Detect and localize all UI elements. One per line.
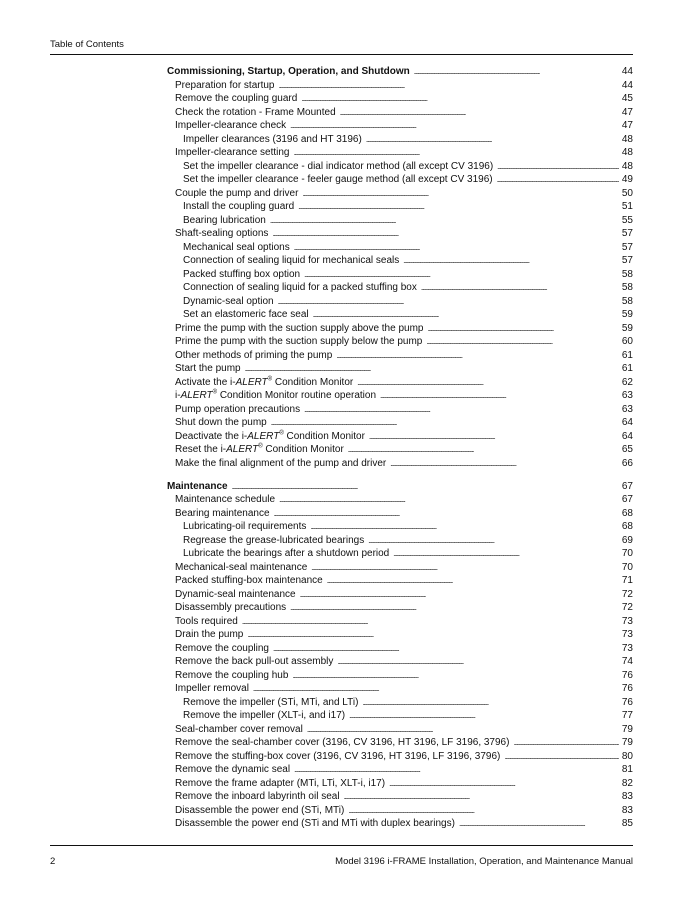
toc-entry-title: Couple the pump and driver bbox=[175, 187, 299, 199]
toc-entry-page: 49 bbox=[621, 174, 633, 185]
toc-entry-page: 47 bbox=[621, 106, 633, 118]
dot-leader bbox=[273, 642, 619, 657]
dot-leader bbox=[311, 561, 619, 576]
toc-entry-title-post: Condition Monitor bbox=[262, 444, 344, 455]
toc-entry[interactable] bbox=[167, 295, 633, 309]
toc-entry[interactable] bbox=[167, 588, 633, 602]
toc-entry-title: Impeller-clearance check bbox=[175, 120, 287, 131]
toc-entry[interactable] bbox=[167, 561, 633, 575]
toc-entry-title: Other methods of priming the pump bbox=[175, 349, 333, 361]
toc-entry-title: Prime the pump with the suction supply above the pump bbox=[175, 322, 424, 334]
dot-leader bbox=[307, 723, 619, 738]
toc-entry-page: 48 bbox=[621, 160, 633, 172]
toc-entry-title bbox=[175, 443, 348, 457]
dot-leader bbox=[270, 214, 619, 229]
toc-entry-page: 69 bbox=[621, 534, 633, 546]
toc-entry[interactable] bbox=[167, 389, 633, 403]
dot-leader bbox=[278, 295, 619, 310]
toc-entry-page: 73 bbox=[621, 615, 633, 627]
toc-entry-page: 71 bbox=[621, 575, 633, 586]
dot-leader bbox=[245, 362, 619, 377]
toc-entry-title: Remove the stuffing-box cover (3196, CV 3196, HT 3196, LF 3196, 3796) bbox=[175, 750, 501, 762]
toc-entry-page: 61 bbox=[621, 363, 633, 374]
toc-entry[interactable] bbox=[167, 642, 633, 656]
toc-entry[interactable] bbox=[167, 628, 633, 642]
toc-entry-page: 83 bbox=[621, 791, 633, 802]
toc-chapter-entry[interactable] bbox=[167, 65, 633, 79]
toc-entry-title-sup: ® bbox=[279, 430, 284, 437]
dot-leader bbox=[279, 79, 619, 94]
toc-entry-title-sup: ® bbox=[212, 389, 218, 396]
toc-entry-title: Maintenance bbox=[167, 480, 228, 492]
toc-entry-page: 48 bbox=[621, 147, 633, 158]
toc-entry-title: Regrease the grease-lubricated bearings bbox=[183, 534, 365, 546]
toc-entry[interactable] bbox=[167, 804, 633, 818]
dot-leader bbox=[340, 106, 619, 121]
toc-entry-page: 74 bbox=[621, 656, 633, 667]
toc-entry-title: Set an elastomeric face seal bbox=[183, 309, 309, 320]
toc-entry-page: 58 bbox=[621, 282, 633, 293]
toc-entry-page: 70 bbox=[621, 548, 633, 559]
toc-entry-title: Tools required bbox=[175, 615, 238, 627]
toc-entry[interactable] bbox=[167, 133, 633, 147]
toc-entry-page: 45 bbox=[621, 93, 633, 104]
toc-entry-title: Dynamic-seal option bbox=[183, 295, 274, 307]
toc-entry-title: Pump operation precautions bbox=[175, 403, 301, 415]
toc-entry[interactable] bbox=[167, 254, 633, 268]
toc-entry-page: 72 bbox=[621, 602, 633, 613]
dot-leader bbox=[366, 133, 619, 148]
dot-leader bbox=[327, 574, 619, 589]
dot-leader bbox=[414, 65, 619, 80]
footer-rule bbox=[50, 845, 633, 846]
dot-leader bbox=[294, 146, 619, 161]
dot-leader bbox=[380, 389, 619, 404]
toc-entry[interactable] bbox=[167, 723, 633, 737]
dot-leader bbox=[304, 268, 619, 283]
dot-leader bbox=[337, 655, 618, 670]
dot-leader bbox=[368, 534, 619, 549]
toc-entry-title: Remove the coupling bbox=[175, 642, 269, 654]
toc-entry-page: 57 bbox=[621, 255, 633, 266]
toc-entry-title: Remove the impeller (STi, MTi, and LTi) bbox=[183, 696, 359, 708]
toc-entry-title bbox=[175, 430, 369, 444]
toc-entry-title: Remove the coupling hub bbox=[175, 669, 289, 681]
toc-entry-page: 48 bbox=[621, 133, 633, 145]
toc-entry-title: Disassemble the power end (STi and MTi with duplex bearings) bbox=[175, 818, 455, 829]
dot-leader bbox=[304, 403, 619, 418]
toc-entry[interactable] bbox=[167, 601, 633, 615]
toc-entry-title: Commissioning, Startup, Operation, and Shutdown bbox=[167, 66, 410, 77]
toc-entry-page: 83 bbox=[621, 804, 633, 816]
toc-entry-title bbox=[175, 376, 357, 390]
dot-leader bbox=[292, 669, 618, 684]
dot-leader bbox=[393, 547, 619, 562]
toc-entry-page: 64 bbox=[621, 430, 633, 442]
toc-entry-title: Remove the coupling guard bbox=[175, 93, 298, 104]
toc-entry-title-pre: Reset the i- bbox=[175, 444, 227, 455]
toc-entry-page: 58 bbox=[621, 295, 633, 307]
toc-entry[interactable] bbox=[167, 119, 633, 133]
dot-leader bbox=[459, 817, 619, 832]
dot-leader bbox=[369, 430, 619, 445]
toc-entry-title: Lubricate the bearings after a shutdown period bbox=[183, 548, 390, 559]
toc-entry-title: Remove the back pull-out assembly bbox=[175, 656, 334, 667]
toc-entry[interactable] bbox=[167, 241, 633, 255]
toc-entry[interactable] bbox=[167, 322, 633, 336]
dot-leader bbox=[513, 736, 618, 751]
toc-entry[interactable] bbox=[167, 615, 633, 629]
toc-entry-title-sup: ® bbox=[258, 443, 263, 450]
toc-entry[interactable] bbox=[167, 520, 633, 534]
toc-entry-title: Install the coupling guard bbox=[183, 201, 295, 212]
toc-entry-page: 66 bbox=[621, 457, 633, 469]
toc-entry-title: Connection of sealing liquid for mechanical seals bbox=[183, 255, 400, 266]
toc-entry[interactable] bbox=[167, 362, 633, 376]
toc-entry-title: Impeller removal bbox=[175, 683, 249, 694]
toc-entry-title: Make the final alignment of the pump and driver bbox=[175, 457, 387, 469]
header-rule bbox=[50, 54, 633, 55]
toc-entry-title-em: ALERT bbox=[247, 430, 280, 442]
toc-entry[interactable] bbox=[167, 146, 633, 160]
toc-entry-title: Disassembly precautions bbox=[175, 602, 287, 613]
toc-entry[interactable] bbox=[167, 200, 633, 214]
toc-entry[interactable] bbox=[167, 335, 633, 349]
toc-entry[interactable] bbox=[167, 79, 633, 93]
toc-entry[interactable] bbox=[167, 403, 633, 417]
toc-entry-page: 73 bbox=[621, 629, 633, 640]
toc-entry-title: Impeller clearances (3196 and HT 3196) bbox=[183, 133, 362, 145]
toc-entry-page: 44 bbox=[621, 66, 633, 77]
toc-entry[interactable] bbox=[167, 736, 633, 750]
toc-entry-title-pre: Activate the i- bbox=[175, 376, 236, 388]
toc-entry-title: Bearing maintenance bbox=[175, 507, 270, 519]
dot-leader bbox=[247, 628, 619, 643]
toc-entry-title: Impeller-clearance setting bbox=[175, 147, 290, 158]
toc-entry-title-pre: i- bbox=[175, 390, 181, 401]
dot-leader bbox=[290, 601, 619, 616]
toc-entry-title: Drain the pump bbox=[175, 629, 244, 640]
dot-leader bbox=[362, 696, 618, 711]
toc-entry-title: Connection of sealing liquid for a packed stuffing box bbox=[183, 282, 417, 293]
dot-leader bbox=[279, 493, 619, 508]
toc-entry-page: 50 bbox=[621, 187, 633, 199]
toc-entry[interactable] bbox=[167, 574, 633, 588]
toc-entry[interactable] bbox=[167, 106, 633, 120]
toc-entry-title-post: Condition Monitor routine operation bbox=[217, 390, 377, 401]
toc-entry-page: 73 bbox=[621, 642, 633, 654]
toc-entry-page: 58 bbox=[621, 268, 633, 280]
toc-entry-title: Seal-chamber cover removal bbox=[175, 723, 303, 735]
toc-entry-page: 65 bbox=[621, 444, 633, 455]
toc-entry[interactable] bbox=[167, 750, 633, 764]
dot-leader bbox=[497, 173, 619, 188]
toc-entry-page: 80 bbox=[621, 750, 633, 762]
dot-leader bbox=[271, 416, 619, 431]
dot-leader bbox=[497, 160, 619, 175]
toc-entry[interactable] bbox=[167, 281, 633, 295]
toc-entry-page: 59 bbox=[621, 309, 633, 320]
toc-entry-title: Remove the impeller (XLT-i, and i17) bbox=[183, 710, 346, 721]
dot-leader bbox=[426, 335, 619, 350]
toc-entry[interactable] bbox=[167, 547, 633, 561]
toc-entry-page: 44 bbox=[621, 79, 633, 91]
toc-entry-title: Maintenance schedule bbox=[175, 494, 276, 505]
toc-entry-page: 68 bbox=[621, 521, 633, 532]
toc-entry[interactable] bbox=[167, 493, 633, 507]
toc-entry-page: 76 bbox=[621, 669, 633, 681]
toc-entry[interactable] bbox=[167, 777, 633, 791]
dot-leader bbox=[274, 507, 619, 522]
toc-entry[interactable] bbox=[167, 416, 633, 430]
dot-leader bbox=[272, 227, 618, 242]
toc-entry-page: 51 bbox=[621, 201, 633, 212]
dot-leader bbox=[389, 777, 619, 792]
toc-entry-title: Remove the inboard labyrinth oil seal bbox=[175, 791, 340, 802]
dot-leader bbox=[310, 520, 618, 535]
toc-entry[interactable] bbox=[167, 160, 633, 174]
toc-entry-title: Bearing lubrication bbox=[183, 214, 266, 226]
toc-entry-title: Disassemble the power end (STi, MTi) bbox=[175, 804, 345, 816]
dot-leader bbox=[300, 588, 619, 603]
toc-entry-page: 62 bbox=[621, 376, 633, 388]
table-of-contents bbox=[167, 65, 633, 831]
toc-entry-title-post: Condition Monitor bbox=[272, 376, 354, 388]
toc-entry[interactable] bbox=[167, 92, 633, 106]
dot-leader bbox=[336, 349, 619, 364]
toc-entry-title-sup: ® bbox=[267, 376, 273, 383]
toc-entry-page: 67 bbox=[621, 494, 633, 505]
toc-entry-title-em: ALERT bbox=[226, 444, 259, 455]
toc-entry-page: 68 bbox=[621, 507, 633, 519]
toc-entry-page: 57 bbox=[621, 241, 633, 253]
toc-entry-page: 70 bbox=[621, 561, 633, 573]
toc-entry-page: 82 bbox=[621, 777, 633, 789]
toc-entry-title: Start the pump bbox=[175, 363, 241, 374]
toc-entry-title-post: Condition Monitor bbox=[283, 430, 365, 442]
toc-chapter-entry[interactable] bbox=[167, 480, 633, 494]
toc-entry-page: 57 bbox=[621, 228, 633, 239]
toc-entry-page: 81 bbox=[621, 764, 633, 775]
toc-entry[interactable] bbox=[167, 214, 633, 228]
toc-entry-title-em: ALERT bbox=[235, 376, 268, 388]
toc-entry-title: Remove the dynamic seal bbox=[175, 764, 291, 775]
toc-entry-title: Preparation for startup bbox=[175, 79, 275, 91]
toc-entry-title: Dynamic-seal maintenance bbox=[175, 588, 296, 600]
dot-leader bbox=[253, 682, 619, 697]
toc-entry-title: Mechanical seal options bbox=[183, 241, 290, 253]
dot-leader bbox=[349, 709, 619, 724]
toc-entry[interactable] bbox=[167, 268, 633, 282]
toc-entry-title-pre: Deactivate the i- bbox=[175, 430, 248, 442]
toc-entry-title: Remove the seal-chamber cover (3196, CV 3196, HT 3196, LF 3196, 3796) bbox=[175, 737, 510, 748]
toc-entry[interactable] bbox=[167, 227, 633, 241]
toc-entry-title: Set the impeller clearance - dial indicator method (all except CV 3196) bbox=[183, 160, 494, 172]
toc-entry[interactable] bbox=[167, 430, 633, 444]
toc-entry-page: 77 bbox=[621, 710, 633, 721]
toc-entry-title: Remove the frame adapter (MTi, LTi, XLT-i, i17) bbox=[175, 777, 386, 789]
toc-entry[interactable] bbox=[167, 507, 633, 521]
toc-entry-page: 63 bbox=[621, 390, 633, 401]
toc-entry[interactable] bbox=[167, 682, 633, 696]
page-number: 2 bbox=[50, 856, 56, 867]
toc-entry-title-em: ALERT bbox=[180, 390, 213, 401]
dot-leader bbox=[301, 92, 619, 107]
manual-title: Model 3196 i-FRAME Installation, Operation, and Maintenance Manual bbox=[335, 856, 633, 867]
toc-entry-title: Packed stuffing box option bbox=[183, 268, 301, 280]
toc-entry-title: Check the rotation - Frame Mounted bbox=[175, 106, 336, 118]
toc-entry[interactable] bbox=[167, 457, 633, 471]
dot-leader bbox=[421, 281, 619, 296]
toc-entry-title: Lubricating-oil requirements bbox=[183, 521, 307, 532]
dot-leader bbox=[294, 241, 619, 256]
toc-entry[interactable] bbox=[167, 655, 633, 669]
toc-entry[interactable] bbox=[167, 763, 633, 777]
toc-entry-page: 61 bbox=[621, 349, 633, 361]
toc-entry-page: 59 bbox=[621, 322, 633, 334]
dot-leader bbox=[403, 254, 619, 269]
toc-entry-title: Set the impeller clearance - feeler gauge method (all except CV 3196) bbox=[183, 174, 493, 185]
toc-entry[interactable] bbox=[167, 349, 633, 363]
toc-entry[interactable] bbox=[167, 443, 633, 457]
toc-entry-page: 79 bbox=[621, 723, 633, 735]
toc-entry[interactable] bbox=[167, 817, 633, 831]
dot-leader bbox=[427, 322, 618, 337]
toc-entry-page: 60 bbox=[621, 336, 633, 347]
dot-leader bbox=[504, 750, 618, 765]
dot-leader bbox=[242, 615, 619, 630]
toc-entry[interactable] bbox=[167, 187, 633, 201]
toc-entry-page: 67 bbox=[621, 480, 633, 492]
dot-leader bbox=[232, 480, 619, 495]
dot-leader bbox=[313, 308, 619, 323]
toc-entry-page: 79 bbox=[621, 737, 633, 748]
toc-entry[interactable] bbox=[167, 376, 633, 390]
toc-entry[interactable] bbox=[167, 709, 633, 723]
running-header: Table of Contents bbox=[50, 39, 124, 50]
toc-entry-page: 85 bbox=[621, 818, 633, 829]
toc-entry-page: 55 bbox=[621, 214, 633, 226]
dot-leader bbox=[302, 187, 618, 202]
toc-entry-page: 72 bbox=[621, 588, 633, 600]
toc-entry-page: 47 bbox=[621, 120, 633, 131]
toc-entry-title: Shut down the pump bbox=[175, 417, 267, 428]
dot-leader bbox=[344, 790, 619, 805]
dot-leader bbox=[298, 200, 619, 215]
dot-leader bbox=[390, 457, 619, 472]
toc-entry[interactable] bbox=[167, 173, 633, 187]
dot-leader bbox=[290, 119, 619, 134]
toc-entry-page: 76 bbox=[621, 683, 633, 694]
toc-entry-title: Mechanical-seal maintenance bbox=[175, 561, 308, 573]
toc-entry-page: 76 bbox=[621, 696, 633, 708]
toc-entry-title: Shaft-sealing options bbox=[175, 228, 269, 239]
toc-entry[interactable] bbox=[167, 696, 633, 710]
toc-entry[interactable] bbox=[167, 534, 633, 548]
toc-entry-title bbox=[175, 389, 380, 403]
toc-entry-page: 63 bbox=[621, 403, 633, 415]
dot-leader bbox=[357, 376, 619, 391]
dot-leader bbox=[348, 804, 619, 819]
toc-entry[interactable] bbox=[167, 790, 633, 804]
toc-entry-page: 64 bbox=[621, 417, 633, 428]
dot-leader bbox=[348, 443, 619, 458]
toc-entry[interactable] bbox=[167, 308, 633, 322]
toc-entry-title: Packed stuffing-box maintenance bbox=[175, 575, 323, 586]
toc-entry[interactable] bbox=[167, 669, 633, 683]
dot-leader bbox=[294, 763, 619, 778]
toc-entry-title: Prime the pump with the suction supply below the pump bbox=[175, 336, 423, 347]
